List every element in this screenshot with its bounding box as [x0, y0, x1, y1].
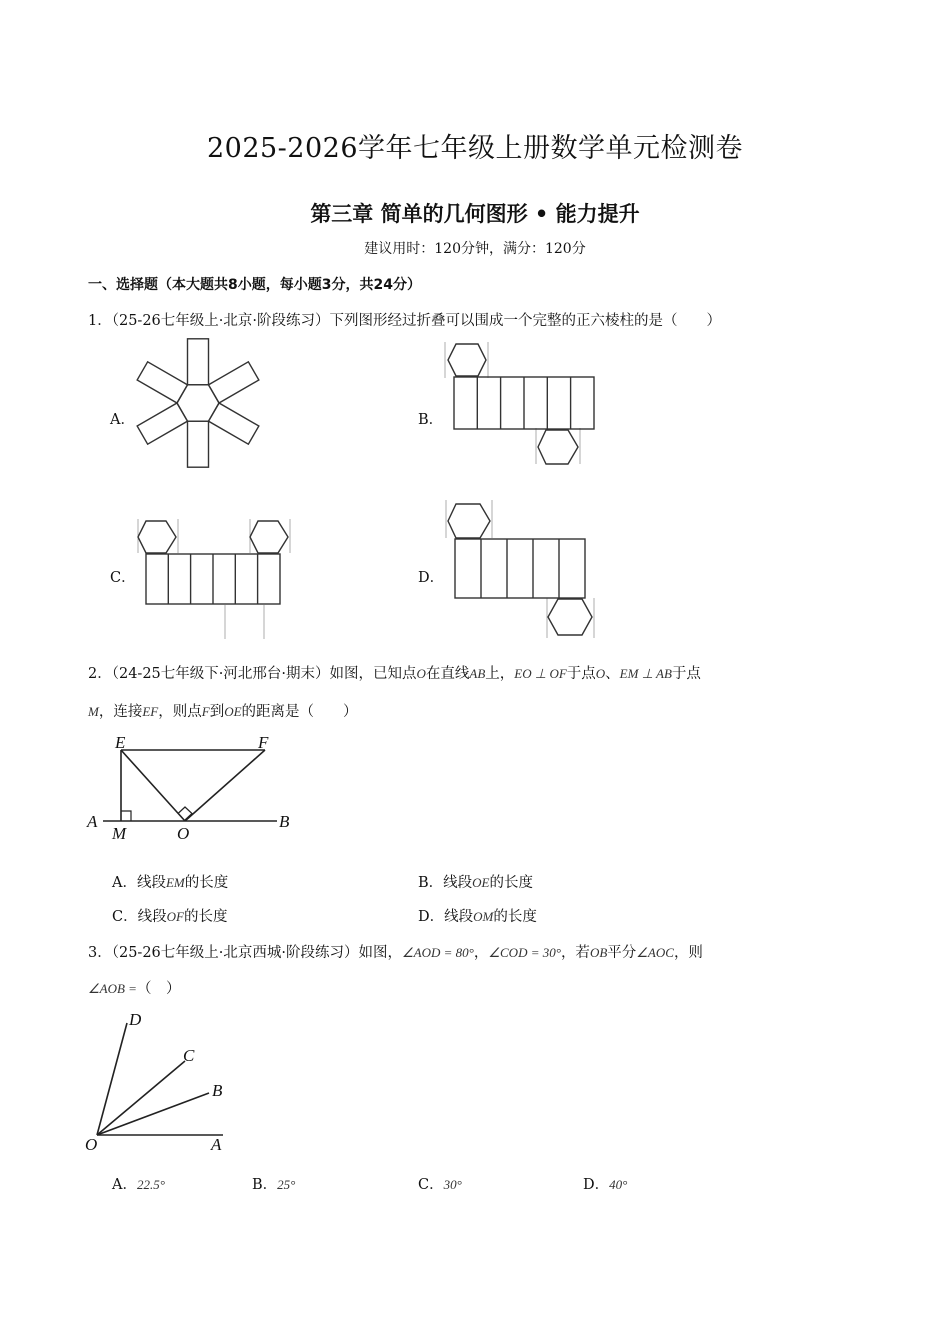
label-M: M — [112, 824, 127, 843]
math-OB: OB — [589, 945, 608, 960]
question-2-stem-line1 — [88, 662, 701, 683]
option-label: C． — [418, 1177, 444, 1193]
question-text: 在直线 — [425, 666, 470, 682]
question-text: ，若 — [560, 945, 590, 961]
option-value: 30° — [443, 1177, 462, 1192]
option-label: D． — [583, 1177, 610, 1193]
question-text: 于点 — [671, 666, 701, 682]
q2-option-a[interactable] — [112, 871, 228, 892]
math-AB: AB — [469, 666, 486, 681]
chapter-subtitle: 第三章 简单的几何图形 • 能力提升 — [310, 202, 640, 226]
math-OM: OM — [473, 909, 494, 924]
q1-option-c-figure[interactable] — [130, 515, 300, 645]
question-text: 到 — [209, 704, 225, 720]
q1-option-c-label[interactable]: C． — [110, 570, 136, 586]
math-angle-AOB: ∠AOB = — [88, 981, 137, 996]
label-A: A — [211, 1135, 222, 1154]
q3-option-b[interactable] — [252, 1173, 295, 1194]
option-text: A．线段 — [112, 875, 166, 891]
question-text: 上， — [485, 666, 515, 682]
q3-option-d[interactable] — [583, 1173, 627, 1194]
q2-option-b[interactable] — [418, 871, 533, 892]
question-text: （25-26七年级上·北京西城·阶段练习）如图， — [111, 945, 403, 961]
question-text: ， — [473, 945, 489, 961]
math-angle-COD: ∠COD = 30° — [488, 945, 561, 960]
q1-option-b-figure[interactable] — [440, 340, 600, 470]
q1-option-d-label[interactable]: D． — [418, 570, 445, 586]
question-text: ，连接 — [98, 704, 143, 720]
q1-option-a-label[interactable]: A． — [110, 412, 135, 428]
math-EO-perp-OF: EO ⊥ OF — [514, 666, 567, 681]
question-text: ，则 — [673, 945, 703, 961]
label-B: B — [279, 812, 290, 831]
label-C: C — [183, 1046, 195, 1065]
question-number: 3． — [88, 945, 112, 961]
question-text: 于点 — [566, 666, 596, 682]
q1-option-b-label[interactable]: B． — [418, 412, 444, 428]
question-text: 的距离是（ ） — [241, 704, 358, 720]
q2-option-c[interactable] — [112, 905, 227, 926]
question-number: 2． — [88, 666, 112, 682]
label-E: E — [115, 733, 126, 752]
question-3-stem-line2 — [88, 977, 180, 998]
option-text: 的长度 — [184, 875, 229, 891]
option-text: B．线段 — [418, 875, 473, 891]
question-text: （25-26七年级上·北京·阶段练习）下列图形经过折叠可以围成一个完整的正六棱柱的是（ ） — [111, 313, 721, 329]
option-value: 22.5° — [136, 1177, 165, 1192]
math-EM: EM — [165, 875, 185, 890]
exam-info: 建议用时：120分钟，满分：120分 — [364, 241, 586, 257]
math-O: O — [595, 666, 606, 681]
page-title: 2025-2026学年七年级上册数学单元检测卷 — [206, 133, 744, 164]
question-2-stem-line2 — [88, 700, 358, 721]
q2-option-d[interactable] — [418, 905, 537, 926]
question-text: 平分 — [607, 945, 637, 961]
option-text: 的长度 — [489, 875, 533, 891]
q3-option-a[interactable] — [112, 1173, 165, 1194]
label-D: D — [129, 1010, 142, 1029]
label-O: O — [85, 1135, 98, 1154]
option-text: C．线段 — [112, 909, 167, 925]
question-text: （24-25七年级下·河北邢台·期末）如图，已知点 — [111, 666, 417, 682]
section-heading: 一、选择题（本大题共8小题，每小题3分，共24分） — [88, 277, 421, 293]
question-1-stem — [88, 309, 721, 330]
math-OE: OE — [224, 704, 242, 719]
question-3-stem-line1 — [88, 941, 703, 962]
math-OF: OF — [166, 909, 184, 924]
option-label: A． — [112, 1177, 137, 1193]
q2-figure — [85, 730, 305, 845]
q1-option-d-figure[interactable] — [440, 498, 610, 643]
q3-figure — [85, 1005, 245, 1155]
question-number: 1． — [88, 313, 112, 329]
option-label: B． — [252, 1177, 278, 1193]
math-angle-AOD: ∠AOD = 80° — [402, 945, 474, 960]
label-A: A — [87, 812, 98, 831]
question-text: （ ） — [136, 981, 181, 997]
label-O: O — [177, 824, 190, 843]
label-B: B — [212, 1081, 223, 1100]
option-value: 40° — [609, 1177, 628, 1192]
math-EF: EF — [142, 704, 159, 719]
question-text: 、 — [605, 666, 620, 682]
option-text: D．线段 — [418, 909, 474, 925]
option-value: 25° — [277, 1177, 296, 1192]
math-F: F — [201, 704, 210, 719]
math-EM-perp-AB: EM ⊥ AB — [619, 666, 672, 681]
math-OE: OE — [472, 875, 490, 890]
option-text: 的长度 — [183, 909, 228, 925]
label-F: F — [258, 733, 269, 752]
math-angle-AOC: ∠AOC — [636, 945, 674, 960]
q1-option-a-figure[interactable] — [130, 330, 270, 470]
q3-option-c[interactable] — [418, 1173, 462, 1194]
question-text: ，则点 — [158, 704, 202, 720]
math-O: O — [416, 666, 426, 681]
option-text: 的长度 — [493, 909, 537, 925]
math-M: M — [88, 704, 99, 719]
